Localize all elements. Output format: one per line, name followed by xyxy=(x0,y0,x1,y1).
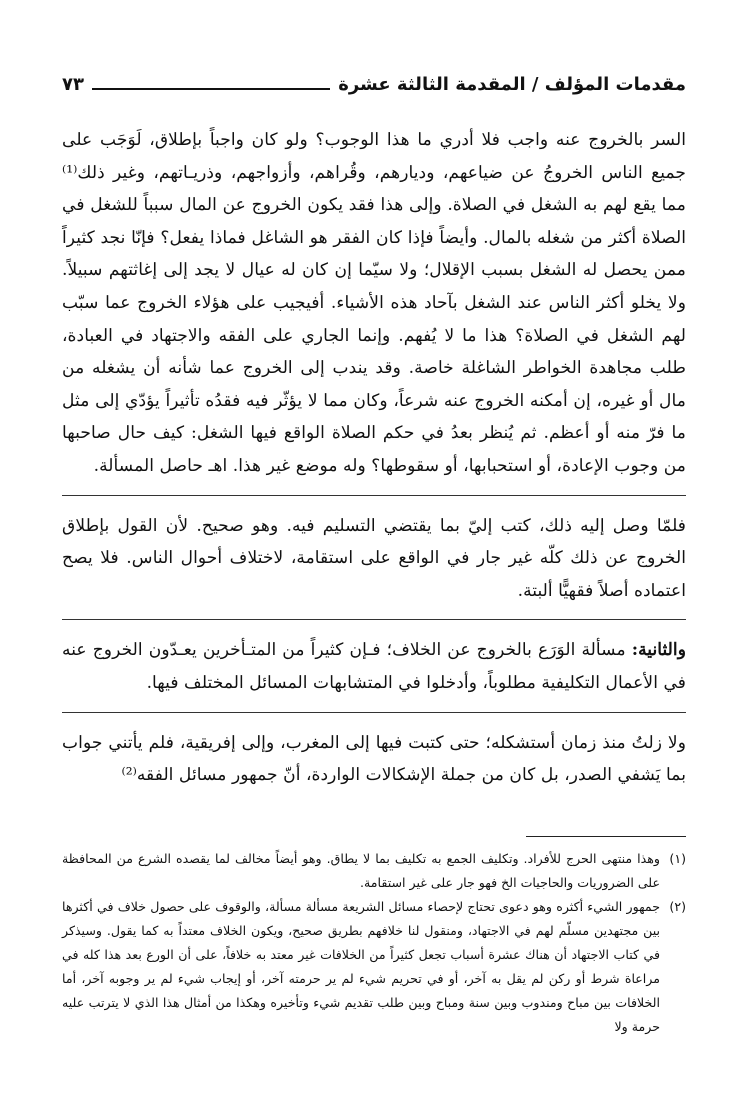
paragraph-second-issue xyxy=(62,634,686,699)
footnote-number: (٢) xyxy=(669,898,686,914)
second-issue-text: مسألة الوَرَع بالخروج عن الخلاف؛ فـإن كثيراً من المتـأخرين يعـدّون الخروج عنه في الأعمال التكليفية مطلوباً، وأدخلوا في المتشابهات المسائل المختلف فيها. xyxy=(62,640,686,693)
paragraph-last: ولا زلتُ منذ زمان أستشكله؛ حتى كتبت فيها إلى المغرب، وإلى إفريقية، فلم يأتني جواب بما يَشفي الصدر، بل كان من جملة الإشكالات الواردة، أنّ جمهور مسائل الفقه⁽²⁾ xyxy=(62,732,686,786)
running-header xyxy=(62,74,686,104)
footnote-rule xyxy=(526,836,686,837)
footnote-1 xyxy=(62,847,686,895)
footnotes xyxy=(62,847,686,1039)
main-text xyxy=(62,124,686,792)
footnote-text: جمهور الشيء أكثره وهو دعوى تحتاج لإحصاء مسائل الشريعة مسألة مسألة، والوقوف على حصول خلاف في أكثرها بين مجتهدين مسلّم لهم في الاجتهاد، ومنقول لنا خلافهم بطريق صحيح، ويكون الخلاف معتداً به كما يقول. وسيذكر في كتاب الاجتهاد أن هناك عشرة أسباب تجعل كثيراً من الخلافات غير معتد به خلافاً، على أن الورع بعد هذا كله في مراعاة شرط أو ركن لم يقل به آخر، أو في تحريم شيء لم ير حرمته آخر، أو إيجاب شيء لم ير وجوبه آخر، أما الخلافات بين مباح ومندوب وبين سنة ومباح وبين طلب تقديم شيء وتأخيره وهكذا من أمثال هذا الذي لا يترتب عليه حرمة ولا xyxy=(62,898,660,1034)
section-divider xyxy=(62,495,686,496)
header-rule xyxy=(92,88,330,90)
footnote-text: وهذا منتهى الحرج للأفراد. وتكليف الجمع به تكليف بما لا يطاق. وهو أيضاً مخالف لما يقصده الشرع من المحافظة على الضروريات والحاجيات الخ فهو جار على غير استقامة. xyxy=(62,850,660,890)
section-divider-3 xyxy=(62,712,686,713)
footnote-2 xyxy=(62,895,686,1039)
paragraph-main: السر بالخروج عنه واجب فلا أدري ما هذا الوجوب؟ ولو كان واجباً بإطلاق، لَوَجَب على جميع الناس الخروجُ عن ضياعهم، وديارهم، وقُراهم، وأزواجهم، وذريـاتهم، وغير ذلك⁽¹⁾ مما يقع لهم به الشغل في الصلاة. وإلى هذا فقد يكون الخروج عن المال سبباً للشغل في الصلاة أكثر من شغله بالمال. وأيضاً فإذا كان الفقر هو الشاغل فماذا يفعل؟ فإنّا نجد كثيراً ممن يحصل له الشغل بسبب الإقلال؛ ولا سيّما إن كان له عيال لا يجد إلى إغاثتهم سبيلاً. ولا يخلو أكثر الناس عند الشغل بآحاد هذه الأشياء. أفيجيب على هؤلاء الخروج عما سبّب لهم الشغل في الصلاة؟ هذا ما لا يُفهم. وإنما الجاري على الفقه والاجتهاد في العبادة، طلب مجاهدة الخواطر الشاغلة خاصة. وقد يندب إلى الخروج عما شأنه أن يشغله من مال أو غيره، إن أمكنه الخروج عنه شرعاً، وكان مما لا يؤثّر فيه فقدُه تأثيراً يؤدّي إلى مثل ما فرّ منه أو أعظم. ثم يُنظر بعدُ في حكم الصلاة الواقع فيها الشغل: كيف حال صاحبها من وجوب الإعادة، أو استحبابها، أو سقوطها؟ وله موضع غير هذا. اهـ حاصل المسألة. xyxy=(62,130,686,476)
second-issue-lead: والثانية: xyxy=(631,640,686,661)
running-title: مقدمات المؤلف / المقدمة الثالثة عشرة xyxy=(338,74,686,95)
page-number: ٧٣ xyxy=(62,74,84,95)
paragraph-reply: فلمّا وصل إليه ذلك، كتب إليّ بما يقتضي التسليم فيه. وهو صحيح. لأن القول بإطلاق الخروج عن ذلك كلّه غير جار في الواقع على استقامة، لاختلاف أحوال الناس. فلا يصح اعتماده أصلاً فقهيًّا ألبتة. xyxy=(62,515,686,601)
footnote-number: (١) xyxy=(669,850,686,866)
section-divider-2 xyxy=(62,619,686,620)
